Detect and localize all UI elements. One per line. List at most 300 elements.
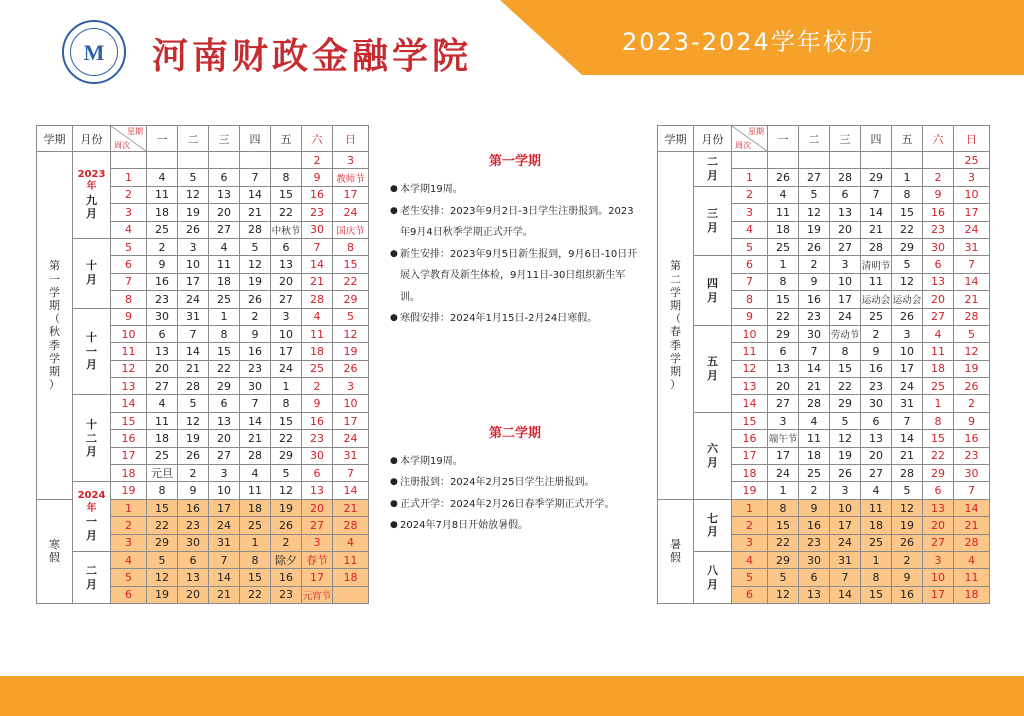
month-label <box>694 325 732 412</box>
day-cell: 清明节 <box>861 256 892 273</box>
day-cell: 18 <box>768 221 799 238</box>
day-cell: 21 <box>302 273 333 290</box>
day-header: 日 <box>954 126 990 152</box>
fall-semester-calendar <box>36 125 369 604</box>
month-label <box>73 308 111 395</box>
day-cell: 4 <box>147 395 178 412</box>
day-cell: 4 <box>333 534 369 551</box>
day-cell: 26 <box>799 238 830 255</box>
day-cell: 27 <box>271 291 302 308</box>
day-cell: 18 <box>147 430 178 447</box>
day-header: 日 <box>333 126 369 152</box>
day-cell: 15 <box>333 256 369 273</box>
day-cell: 27 <box>768 395 799 412</box>
day-cell: 6 <box>923 256 954 273</box>
week-number: 11 <box>111 343 147 360</box>
day-cell: 9 <box>892 569 923 586</box>
month-label-char: 月 <box>707 455 718 469</box>
week-number: 6 <box>111 256 147 273</box>
day-cell: 16 <box>799 291 830 308</box>
day-cell: 24 <box>830 308 861 325</box>
day-cell: 16 <box>240 343 271 360</box>
day-cell: 17 <box>830 291 861 308</box>
day-cell: 5 <box>271 465 302 482</box>
day-cell: 5 <box>954 325 990 342</box>
day-cell: 3 <box>923 551 954 568</box>
week-number: 11 <box>732 343 768 360</box>
day-cell: 20 <box>209 204 240 221</box>
day-cell: 21 <box>240 430 271 447</box>
day-cell: 29 <box>830 395 861 412</box>
week-number: 6 <box>111 586 147 603</box>
term-label-char: 季 <box>670 338 681 352</box>
week-number: 8 <box>111 291 147 308</box>
day-cell: 20 <box>830 221 861 238</box>
week-number-label: 周次 <box>114 141 130 150</box>
day-cell: 11 <box>861 499 892 516</box>
day-cell: 8 <box>209 325 240 342</box>
day-cell: 28 <box>954 308 990 325</box>
day-cell: 25 <box>147 221 178 238</box>
day-cell: 1 <box>923 395 954 412</box>
day-cell: 7 <box>333 465 369 482</box>
month-label-char: 十 <box>86 259 97 273</box>
day-cell: 13 <box>923 273 954 290</box>
day-cell: 5 <box>892 256 923 273</box>
day-cell: 15 <box>271 412 302 429</box>
day-cell: 14 <box>302 256 333 273</box>
day-cell: 17 <box>302 569 333 586</box>
day-cell: 13 <box>271 256 302 273</box>
week-number: 6 <box>732 256 768 273</box>
month-label <box>694 256 732 326</box>
day-cell: 29 <box>147 534 178 551</box>
day-cell: 30 <box>178 534 209 551</box>
day-cell: 31 <box>954 238 990 255</box>
week-row <box>658 551 990 568</box>
year-label: 2023 年 <box>77 168 106 193</box>
week-number: 5 <box>111 238 147 255</box>
day-cell: 2 <box>892 551 923 568</box>
day-cell: 26 <box>271 517 302 534</box>
day-cell: 22 <box>768 308 799 325</box>
day-cell: 4 <box>923 325 954 342</box>
day-cell: 18 <box>147 204 178 221</box>
day-cell <box>178 152 209 169</box>
day-cell: 1 <box>209 308 240 325</box>
week-number: 7 <box>111 273 147 290</box>
day-cell: 8 <box>271 169 302 186</box>
day-cell: 31 <box>830 551 861 568</box>
day-cell: 9 <box>302 169 333 186</box>
day-header: 四 <box>240 126 271 152</box>
day-cell: 29 <box>768 551 799 568</box>
day-cell: 12 <box>178 412 209 429</box>
day-cell: 2 <box>271 534 302 551</box>
day-cell: 25 <box>240 517 271 534</box>
day-cell: 25 <box>923 378 954 395</box>
day-cell: 28 <box>240 447 271 464</box>
day-cell: 30 <box>302 221 333 238</box>
day-cell: 17 <box>333 412 369 429</box>
month-label-char: 月 <box>707 290 718 304</box>
term-label-char: 学 <box>49 351 60 365</box>
day-cell <box>209 152 240 169</box>
day-cell: 3 <box>302 534 333 551</box>
day-cell <box>892 152 923 169</box>
day-cell: 18 <box>333 569 369 586</box>
day-cell: 春节 <box>302 551 333 568</box>
week-day-header <box>111 126 147 152</box>
note-item: ● 正式开学：2024年2月26日春季学期正式开学。 <box>390 494 640 516</box>
day-cell: 8 <box>240 551 271 568</box>
day-cell: 23 <box>799 308 830 325</box>
day-cell: 22 <box>333 273 369 290</box>
university-name: 河南财政金融学院 <box>152 35 473 77</box>
vacation-label-char: 假 <box>670 551 681 565</box>
day-cell: 21 <box>954 517 990 534</box>
day-cell: 4 <box>147 169 178 186</box>
day-cell: 2 <box>302 152 333 169</box>
day-cell: 6 <box>768 343 799 360</box>
day-cell: 4 <box>768 186 799 203</box>
day-header: 二 <box>799 126 830 152</box>
day-cell: 3 <box>271 308 302 325</box>
semester-2-notes <box>390 451 640 537</box>
month-label-char: 一 <box>86 344 97 358</box>
day-cell: 7 <box>892 412 923 429</box>
day-cell: 3 <box>209 465 240 482</box>
day-cell: 22 <box>240 586 271 603</box>
day-cell <box>333 586 369 603</box>
day-cell: 18 <box>954 586 990 603</box>
day-cell: 9 <box>923 186 954 203</box>
day-cell: 12 <box>240 256 271 273</box>
week-number: 5 <box>111 569 147 586</box>
day-cell: 6 <box>799 569 830 586</box>
day-cell: 9 <box>861 343 892 360</box>
month-label-char: 十 <box>86 330 97 344</box>
weekday-label: 星期 <box>127 127 143 136</box>
day-cell: 2 <box>799 256 830 273</box>
day-cell: 18 <box>799 447 830 464</box>
day-header: 三 <box>830 126 861 152</box>
month-label-char: 月 <box>707 525 718 539</box>
month-label-char: 三 <box>707 207 718 221</box>
day-header: 六 <box>923 126 954 152</box>
month-label <box>73 238 111 308</box>
month-header: 月份 <box>694 126 732 152</box>
week-number: 18 <box>111 465 147 482</box>
month-label-char: 二 <box>86 563 97 577</box>
day-cell: 13 <box>768 360 799 377</box>
day-cell: 18 <box>861 517 892 534</box>
day-cell: 17 <box>768 447 799 464</box>
day-cell: 6 <box>209 169 240 186</box>
semester-1-title: 第一学期 <box>488 154 541 169</box>
term-label-char: 学 <box>49 285 60 299</box>
day-cell: 29 <box>271 447 302 464</box>
term-label-char: 期 <box>670 299 681 313</box>
day-cell: 26 <box>830 465 861 482</box>
month-label-char: 月 <box>86 273 97 287</box>
day-cell <box>830 152 861 169</box>
term-label-char: 学 <box>670 351 681 365</box>
week-number: 10 <box>111 325 147 342</box>
day-cell: 9 <box>147 256 178 273</box>
day-cell: 14 <box>892 430 923 447</box>
day-cell: 22 <box>271 430 302 447</box>
day-cell: 13 <box>861 430 892 447</box>
day-cell: 23 <box>861 378 892 395</box>
week-number: 4 <box>111 221 147 238</box>
day-cell: 28 <box>333 517 369 534</box>
day-cell: 4 <box>302 308 333 325</box>
term-header: 学期 <box>658 126 694 152</box>
week-number: 13 <box>111 378 147 395</box>
term-label-char: 二 <box>670 272 681 286</box>
day-cell: 15 <box>209 343 240 360</box>
day-cell: 28 <box>830 169 861 186</box>
day-cell: 6 <box>178 551 209 568</box>
day-cell: 15 <box>923 430 954 447</box>
day-cell: 20 <box>147 360 178 377</box>
day-cell: 2 <box>302 378 333 395</box>
day-cell: 11 <box>923 343 954 360</box>
day-header: 五 <box>892 126 923 152</box>
day-header: 一 <box>768 126 799 152</box>
day-cell: 26 <box>178 447 209 464</box>
day-header: 五 <box>271 126 302 152</box>
day-cell: 27 <box>861 465 892 482</box>
day-cell <box>923 152 954 169</box>
day-cell: 19 <box>333 343 369 360</box>
day-cell: 6 <box>861 412 892 429</box>
day-cell: 2 <box>954 395 990 412</box>
logo-mark: M <box>83 40 105 65</box>
term-label-char: 期 <box>49 299 60 313</box>
day-cell: 14 <box>240 186 271 203</box>
month-label <box>694 412 732 499</box>
day-cell: 13 <box>178 569 209 586</box>
day-cell: 6 <box>302 465 333 482</box>
week-row <box>658 256 990 273</box>
day-cell: 17 <box>892 360 923 377</box>
day-cell: 12 <box>799 204 830 221</box>
day-cell: 6 <box>923 482 954 499</box>
month-label-char: 月 <box>86 529 97 543</box>
day-cell: 18 <box>923 360 954 377</box>
day-cell: 19 <box>892 517 923 534</box>
day-cell: 1 <box>892 169 923 186</box>
month-label <box>73 551 111 603</box>
university-logo <box>62 20 126 84</box>
day-cell: 30 <box>240 378 271 395</box>
day-cell: 19 <box>147 586 178 603</box>
day-cell: 1 <box>240 534 271 551</box>
day-cell: 17 <box>954 204 990 221</box>
day-cell: 21 <box>209 586 240 603</box>
term-label-char: 春 <box>670 325 681 339</box>
week-number: 1 <box>732 499 768 516</box>
day-cell: 16 <box>302 412 333 429</box>
day-cell: 22 <box>830 378 861 395</box>
day-cell: 7 <box>861 186 892 203</box>
month-header: 月份 <box>73 126 111 152</box>
day-cell: 22 <box>147 517 178 534</box>
month-label-char: 七 <box>707 511 718 525</box>
day-cell <box>768 152 799 169</box>
day-cell <box>861 152 892 169</box>
week-row <box>658 152 990 169</box>
day-cell: 6 <box>209 395 240 412</box>
day-cell: 3 <box>768 412 799 429</box>
day-cell: 28 <box>178 378 209 395</box>
month-label <box>694 186 732 256</box>
week-row <box>37 551 369 568</box>
day-header: 四 <box>861 126 892 152</box>
month-label <box>694 551 732 603</box>
day-cell: 元宵节 <box>302 586 333 603</box>
term-label-char: （ <box>670 312 681 326</box>
month-label-char: 九 <box>86 193 97 207</box>
day-cell: 20 <box>861 447 892 464</box>
day-cell: 15 <box>861 586 892 603</box>
day-cell: 15 <box>768 517 799 534</box>
day-cell: 16 <box>954 430 990 447</box>
day-cell: 5 <box>892 482 923 499</box>
day-cell: 9 <box>302 395 333 412</box>
day-cell: 1 <box>768 256 799 273</box>
term-label <box>37 152 73 500</box>
day-cell: 28 <box>954 534 990 551</box>
day-cell: 11 <box>954 569 990 586</box>
term-header: 学期 <box>37 126 73 152</box>
footer-banner <box>0 676 1024 716</box>
day-cell: 20 <box>923 291 954 308</box>
day-cell: 25 <box>768 238 799 255</box>
day-cell: 30 <box>302 447 333 464</box>
day-cell: 15 <box>830 360 861 377</box>
day-cell: 3 <box>954 169 990 186</box>
week-number: 4 <box>732 221 768 238</box>
day-cell <box>240 152 271 169</box>
term-label-char: 第 <box>49 259 60 273</box>
day-cell: 15 <box>892 204 923 221</box>
day-cell: 19 <box>954 360 990 377</box>
day-cell: 26 <box>178 221 209 238</box>
day-cell: 10 <box>178 256 209 273</box>
day-cell: 23 <box>147 291 178 308</box>
day-cell: 运动会 <box>892 291 923 308</box>
term-label-char: 季 <box>49 338 60 352</box>
week-row <box>37 482 369 499</box>
day-cell: 24 <box>333 204 369 221</box>
day-cell: 22 <box>209 360 240 377</box>
day-cell: 26 <box>240 291 271 308</box>
week-row <box>658 186 990 203</box>
day-cell: 11 <box>799 430 830 447</box>
day-cell: 24 <box>954 221 990 238</box>
day-cell: 8 <box>892 186 923 203</box>
day-cell: 30 <box>147 308 178 325</box>
day-cell: 25 <box>209 291 240 308</box>
week-number: 3 <box>111 534 147 551</box>
week-number: 2 <box>111 186 147 203</box>
week-number: 1 <box>111 499 147 516</box>
month-label-char: 六 <box>707 442 718 456</box>
day-cell: 31 <box>178 308 209 325</box>
day-cell: 14 <box>861 204 892 221</box>
day-cell: 24 <box>768 465 799 482</box>
day-cell: 8 <box>147 482 178 499</box>
day-cell: 3 <box>333 152 369 169</box>
calendar-title: 2023-2024学年校历 <box>622 28 875 56</box>
month-label-char: 月 <box>86 577 97 591</box>
month-label-char: 五 <box>707 355 718 369</box>
day-cell: 12 <box>178 186 209 203</box>
day-cell: 21 <box>892 447 923 464</box>
week-row <box>658 499 990 516</box>
day-header: 一 <box>147 126 178 152</box>
day-cell: 11 <box>209 256 240 273</box>
week-day-header <box>732 126 768 152</box>
day-cell: 国庆节 <box>333 221 369 238</box>
day-cell: 25 <box>861 308 892 325</box>
day-cell: 19 <box>240 273 271 290</box>
week-number: 2 <box>732 186 768 203</box>
day-cell: 16 <box>892 586 923 603</box>
day-cell: 20 <box>302 499 333 516</box>
day-cell: 3 <box>830 482 861 499</box>
day-cell: 3 <box>333 378 369 395</box>
day-cell: 14 <box>954 499 990 516</box>
day-cell: 6 <box>271 238 302 255</box>
day-cell: 4 <box>954 551 990 568</box>
day-cell: 21 <box>799 378 830 395</box>
day-cell: 11 <box>147 412 178 429</box>
vacation-label-char: 寒 <box>49 538 60 552</box>
day-cell: 30 <box>799 325 830 342</box>
day-cell: 26 <box>892 534 923 551</box>
week-number: 9 <box>732 308 768 325</box>
day-cell: 21 <box>178 360 209 377</box>
day-cell: 8 <box>333 238 369 255</box>
day-cell: 除夕 <box>271 551 302 568</box>
day-cell: 10 <box>333 395 369 412</box>
day-cell: 24 <box>271 360 302 377</box>
day-cell <box>147 152 178 169</box>
day-cell: 9 <box>240 325 271 342</box>
week-number: 19 <box>111 482 147 499</box>
day-cell: 13 <box>209 412 240 429</box>
day-cell: 元旦 <box>147 465 178 482</box>
day-cell: 14 <box>240 412 271 429</box>
week-number: 7 <box>732 273 768 290</box>
day-cell: 13 <box>147 343 178 360</box>
day-cell: 22 <box>768 534 799 551</box>
day-cell: 1 <box>271 378 302 395</box>
day-cell <box>799 152 830 169</box>
day-cell: 14 <box>333 482 369 499</box>
day-cell: 8 <box>861 569 892 586</box>
week-number: 14 <box>732 395 768 412</box>
day-cell: 16 <box>861 360 892 377</box>
day-cell: 12 <box>768 586 799 603</box>
day-cell: 28 <box>892 465 923 482</box>
day-cell: 27 <box>302 517 333 534</box>
day-cell: 14 <box>209 569 240 586</box>
